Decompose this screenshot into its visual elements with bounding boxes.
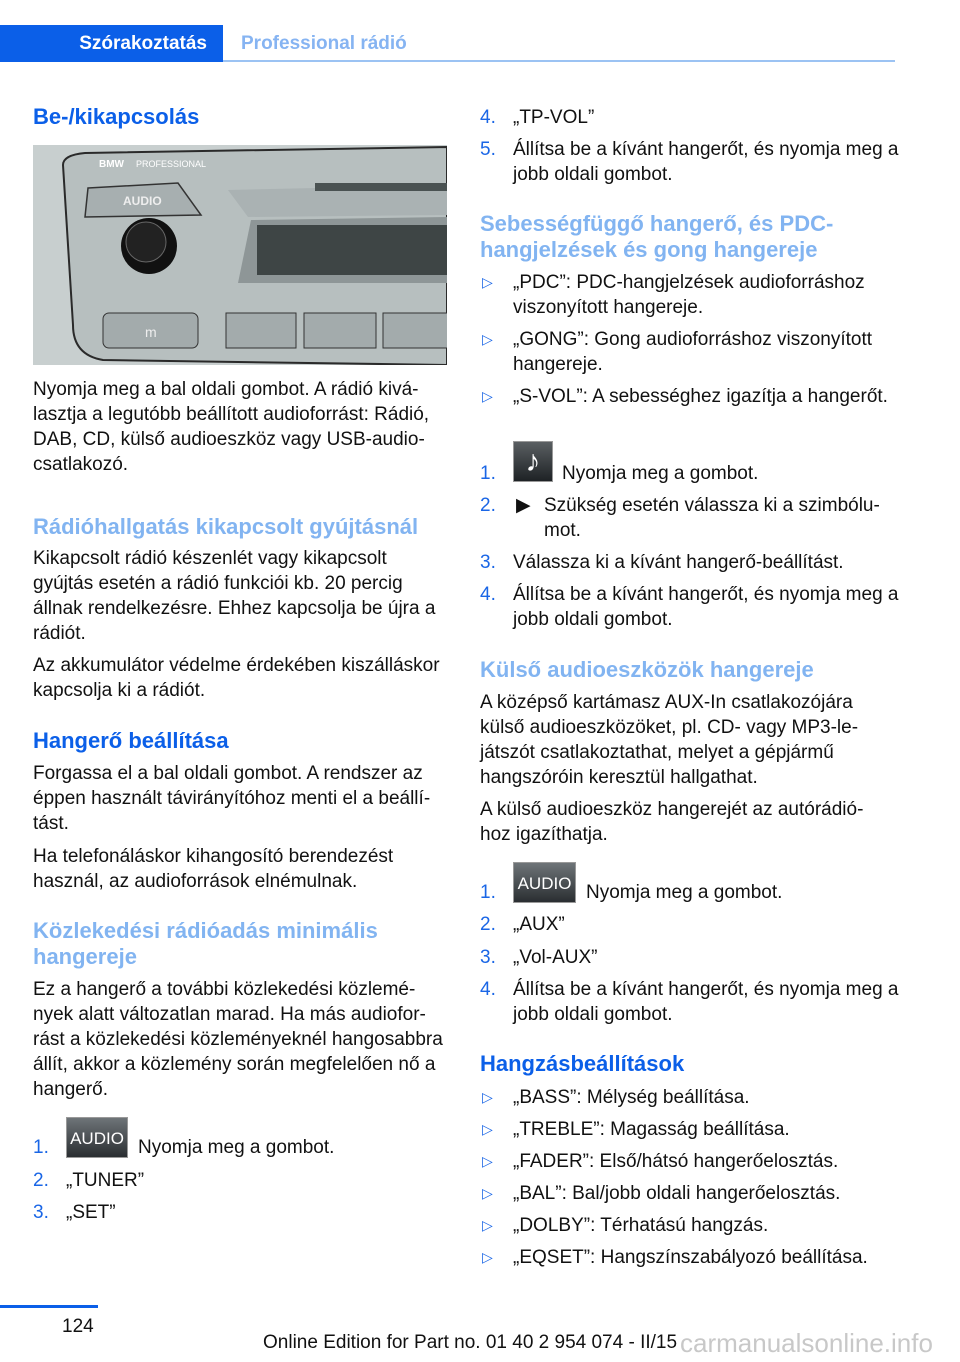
heading-external-volume: Külső audioeszközök hangereje [480,657,814,682]
bullet-text: „FADER”: Első/hátsó hangerőelosztás. [513,1151,839,1172]
step-number: 4. [480,979,496,1000]
step-number: 3. [480,947,496,968]
step-text: Állítsa be a kívánt hangerőt, és nyomja meg a jobb oldali gombot. [513,139,899,185]
step-number: 2. [480,495,496,516]
paragraph-volume-1: Forgassa el a bal oldali gombot. A rendszer az éppen használt távirányítóhoz menti el a beállítást. [33,763,431,834]
music-note-icon: ♪ [513,441,553,482]
bullet-text: „TREBLE”: Magasság beállítása. [513,1119,790,1140]
paragraph-traffic: Ez a hangerő a további közlekedési közlemények alatt változatlan marad. Ha más audioforrást a közlekedési közleményeknél hangosabbra állít, akkor a közlemény során megfelelően nő a hangerő. [33,979,443,1100]
radio-audio-button: AUDIO [123,194,162,208]
page-number: 124 [62,1316,94,1337]
step-text: Nyomja meg a gombot. [138,1137,335,1158]
step-text: Állítsa be a kívánt hangerőt, és nyomja meg a jobb oldali gombot. [513,584,899,630]
step-text: „Vol-AUX” [513,947,598,968]
header-divider [223,60,895,62]
step-number: 2. [480,914,496,935]
tab-professional-radio[interactable]: Professional rádió [241,33,407,54]
bullet-triangle-icon: ▷ [482,1121,493,1137]
watermark: carmanualsonline.info [680,1328,933,1358]
audio-button-icon: AUDIO [66,1117,128,1158]
heading-speed-volume: Sebességfüggő hangerő, és PDC-hangjelzések és gong hangereje [480,211,834,262]
step-number: 1. [33,1137,49,1158]
radio-model: PROFESSIONAL [136,159,207,169]
heading-volume: Hangerő beállítása [33,728,229,753]
tab-entertainment[interactable]: Szórakoztatás [0,25,223,62]
bullet-text: „PDC”: PDC-hangjelzések audioforráshoz viszonyított hangereje. [513,272,865,318]
paragraph-external-2: A külső audioeszköz hangerejét az autórádióhoz igazíthatja. [480,799,864,845]
bullet-triangle-icon: ▷ [482,1249,493,1265]
step-text-inner: Szükség esetén válassza ki a szimbólumot. [544,495,880,541]
bullet-text: „EQSET”: Hangszínszabályozó beállítása. [513,1247,868,1268]
step-text: „TUNER” [66,1170,145,1191]
bullet-triangle-icon: ▷ [482,331,493,347]
step-text: „AUX” [513,914,565,935]
step-number: 1. [480,463,496,484]
heading-traffic-min-volume: Közlekedési rádióadás minimális hangereje [33,918,378,969]
step-text: Nyomja meg a gombot. [562,463,759,484]
radio-image [33,145,447,365]
bullet-text: „GONG”: Gong audioforráshoz viszonyított hangereje. [513,329,873,375]
bullet-triangle-icon: ▷ [482,1153,493,1169]
step-number: 2. [33,1170,49,1191]
bullet-text: „DOLBY”: Térhatású hangzás. [513,1215,769,1236]
step-text: „TP-VOL” [513,107,595,128]
bullet-text: „BAL”: Bal/jobb oldali hangerőelosztás. [513,1183,841,1204]
footer-divider [0,1305,98,1308]
edition-text: Online Edition for Part no. 01 40 2 954 074 - II/15 [263,1332,678,1353]
audio-button-icon: AUDIO [513,862,576,903]
step-number: 1. [480,882,496,903]
bullet-text: „BASS”: Mélység beállítása. [513,1087,750,1108]
step-text: Válassza ki a kívánt hangerő-beállítást. [513,552,844,573]
bullet-triangle-icon: ▷ [482,1089,493,1105]
step-number: 4. [480,107,496,128]
radio-brand: BMW [99,159,124,170]
radio-m-button: m [145,324,157,340]
step-text: Nyomja meg a gombot. [586,882,783,903]
bullet-text: „S-VOL”: A sebességhez igazítja a hangerőt. [513,386,888,407]
step-text [544,493,894,543]
step-number: 3. [480,552,496,573]
heading-on-off: Be-/kikapcsolás [33,104,200,129]
paragraph-external-1: A középső kartámasz AUX-In csatlakozójára külső audioeszközöket, pl. CD- vagy MP3-lejátszót csatlakoztathat, melyet a gépjármű hangszóróin keresztül hallgathat. [480,692,859,788]
bullet-triangle-icon: ▷ [482,1217,493,1233]
step-number: 3. [33,1202,49,1223]
bullet-triangle-icon: ▷ [482,388,493,404]
paragraph-ignition-2: Az akkumulátor védelme érdekében kiszálláskor kapcsolja ki a rádiót. [33,655,440,701]
play-arrow-icon: ▶ [516,495,531,516]
step-number: 5. [480,139,496,160]
heading-radio-ignition-off: Rádióhallgatás kikapcsolt gyújtásnál [33,514,419,539]
paragraph-on-off: Nyomja meg a bal oldali gombot. A rádió kiválasztja a legutóbb beállított audioforrást: Rádió, DAB, CD, külső audioeszköz vagy USB-audiocsatlakozó. [33,379,430,475]
heading-sound-settings: Hangzásbeállítások [480,1051,685,1076]
bullet-triangle-icon: ▷ [482,274,493,290]
step-number: 4. [480,584,496,605]
bullet-triangle-icon: ▷ [482,1185,493,1201]
paragraph-ignition-1: Kikapcsolt rádió készenlét vagy kikapcsolt gyújtás esetén a rádió funkciói kb. 20 percig állnak rendelkezésre. Ehhez kapcsolja be újra a rádiót. [33,548,436,644]
step-text: „SET” [66,1202,116,1223]
paragraph-volume-2: Ha telefonáláskor kihangosító berendezést használ, az audioforrások elnémulnak. [33,846,394,892]
step-text: Állítsa be a kívánt hangerőt, és nyomja meg a jobb oldali gombot. [513,979,899,1025]
